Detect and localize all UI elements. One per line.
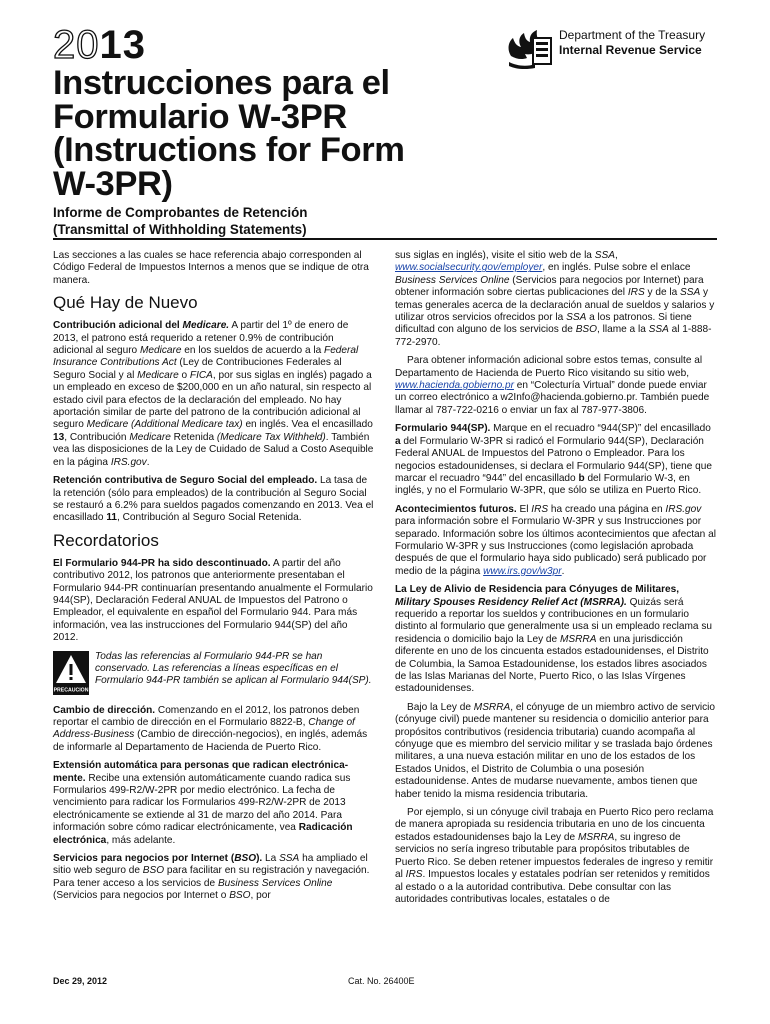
paragraph-hacienda: Para obtener información adicional sobre estos temas, consulte al Departamento de Hacienda de Puerto Rico visitando su sitio web, www.hacienda.gobierno.pr en “Colecturía Virtual” donde puede enviar un correo electrónico a w2Info@hacienda.gobierno.pr. También puede llamar al 787-722-0216 o enviar un fax al 787-977-3806. bbox=[395, 355, 710, 416]
paragraph-bso: Servicios para negocios por Internet (BSO). La SSA ha ampliado el sitio web seguro de BSO para facilitar en su registración y navegación. Para tener acceso a los servicios de Business Services Online (Servicios para negocios por Internet o BSO, por bbox=[53, 853, 370, 902]
tax-year-outline: 20 bbox=[53, 23, 100, 67]
link-hacienda[interactable]: www.hacienda.gobierno.pr bbox=[395, 380, 514, 392]
paragraph-944pr: El Formulario 944-PR ha sido descontinuado. A partir del año contributivo 2012, los patronos que anteriormente presentaban el Formulario 944-PR continuarían presentando anualmente el Formulario 944(SP), Declaración Federal ANUAL de Impuestos del Patrono o Empleador, el equivalente en español del Formulario 944. Para más información, vea las instrucciones del Formulario 944(SP) del año 2012. bbox=[53, 557, 373, 644]
agency-line-1: Department of the Treasury bbox=[559, 28, 706, 42]
caution-warning-icon bbox=[53, 651, 89, 695]
intro-paragraph: Las secciones a las cuales se hace referencia abajo corresponden al Código Federal de Impuestos Internos a menos que se indique de otra manera. bbox=[53, 250, 369, 286]
footer-catalog-number: Cat. No. 26400E bbox=[348, 976, 415, 986]
link-ssa-employer[interactable]: www.socialsecurity.gov/employer bbox=[395, 262, 543, 274]
header-divider bbox=[53, 238, 717, 240]
agency-block bbox=[505, 28, 705, 70]
agency-line-2: Internal Revenue Service bbox=[559, 43, 702, 57]
section-heading-whats-new: Qué Hay de Nuevo bbox=[53, 293, 198, 313]
tax-year-solid: 13 bbox=[99, 23, 146, 67]
irs-eagle-logo-icon bbox=[505, 28, 555, 70]
link-irs-w3pr[interactable]: www.irs.gov/w3pr bbox=[483, 565, 562, 577]
footer-date: Dec 29, 2012 bbox=[53, 976, 108, 986]
subtitle-line-1: Informe de Comprobantes de Retención bbox=[53, 205, 308, 220]
agency-text bbox=[559, 28, 705, 58]
paragraph-msrra: La Ley de Alivio de Residencia para Cónyuges de Militares, Military Spouses Residency Relief Act (MSRRA). Quizás será requerido a reportar los sueldos y contribuciones en un formulario distinto al formulario que generalmente usa si un empleado reclama su residencia o domicilio bajo la Ley de MSRRA en una jurisdicción diferente en uno de los cincuenta estados estadounidenses, el Distrito de Columbia, la Samoa Estadounidense, los estados libres asociados de las Islas Marianas del Norte, Puerto Rico, o las Islas Vírgenes estadounidenses. bbox=[395, 584, 713, 695]
paragraph-address-change: Cambio de dirección. Comenzando en el 2012, los patronos deben reportar el cambio de dirección en el Formulario 8822-B, Change of Address-Business (Cambio de dirección-negocios), en inglés, además de informarle al Departamento de Hacienda de Puerto Rico. bbox=[53, 704, 368, 753]
page-subtitle bbox=[53, 204, 307, 238]
paragraph-auto-extension: Extensión automática para personas que radican electrónica-mente. Recibe una extensión automáticamente cuando radica sus Formularios 499-R2/W-2PR por medio electrónico. La fecha de vencimiento para radicar los Formularios 499-R2/W-2PR de 2013 electrónicamente se extiende al 31 de marzo del año 2014. Para información sobre cómo radicar electrónicamente, vea Radicación electrónica, más adelante. bbox=[53, 760, 353, 846]
caution-box bbox=[53, 651, 375, 695]
paragraph-medicare: Contribución adicional del Medicare. A partir del 1º de enero de 2013, el patrono está requerido a retener 0.9% de contribución adicional al seguro Medicare en los sueldos de acuerdo a la Federal Insurance Contributions Act (Ley de Contribuciones Federales al Seguro Social y al Medicare o FICA, por sus siglas en inglés) pagado a un empleado en exceso de $200,000 en un año natural, sin respecto al estado civil para efectos de la declaración del empleado. No hay aportación similar de parte del patrono de la contribución adicional al seguro Medicare (Additional Medicare tax) en inglés. Vea el encasillado 13, Contribución Medicare Retenida (Medicare Tax Withheld). También vea las disposiciones de la Ley de Cuidado de Salud a Costo Asequible en la página IRS.gov. bbox=[53, 320, 374, 468]
paragraph-social-security: Retención contributiva de Seguro Social del empleado. La tasa de la retención (sólo para empleados) de la contribución al Seguro Social se restauró a 6.2% para sueldos pagados comenzando en 2013. Vea el encasillado 11, Contribución al Seguro Social Retenida. bbox=[53, 475, 374, 524]
subtitle-line-2: (Transmittal of Withholding Statements) bbox=[53, 222, 307, 237]
right-column bbox=[395, 250, 717, 912]
tax-year bbox=[53, 24, 146, 66]
section-heading-reminders: Recordatorios bbox=[53, 530, 159, 550]
paragraph-msrra-example: Por ejemplo, si un cónyuge civil trabaja en Puerto Rico pero reclama de manera apropiada su residencia tributaria en uno de los cincuenta estados estadounidenses bajo la Ley de MSRRA, su ingreso de servicios no sería ingreso tributable para propósitos tributables de Puerto Rico. Se deben retener impuestos federales de ingreso y remitir al IRS. Impuestos locales y estatales podrían ser retenidos y remitidos al estado o a la autoridad contributiva. Debe consultar con las autoridades contributivas locales, estatales o de bbox=[395, 807, 714, 905]
paragraph-944sp: Formulario 944(SP). Marque en el recuadro “944(SP)” del encasillado a del Formulario W-3PR si radicó el Formulario 944(SP), Declaración Federal ANUAL de Impuestos del Patrono o Empleador. Para los negocios estadounidenses, si declara el Formulario 944(SP), tiene que marcar el recuadro “944” del encasillado b del Formulario W-3, en inglés, y no el Formulario W-3PR, que sólo se utiliza en Puerto Rico. bbox=[395, 423, 713, 497]
paragraph-future-developments: Acontecimientos futuros. El IRS ha creado una página en IRS.gov para información sobre el Formulario W-3PR y sus Instrucciones por separado. Información sobre los últimos acontecimientos que afectan al Formulario W-3PR y sus Instrucciones (como legislación aprobada después de que el formulario haya sido publicado) será publicado por medio de la página www.irs.gov/w3pr. bbox=[395, 503, 716, 577]
caution-label: PRECAUCION bbox=[53, 687, 89, 694]
paragraph-bso-continued: sus siglas en inglés), visite el sitio web de la SSA, www.socialsecurity.gov/employer, en inglés. Pulse sobre el enlace Business Services Online (Servicios para negocios por Internet) para obtener información sobre ciertas publicaciones del IRS y de la SSA y temas generales acerca de la declaración anual de sueldos y salarios y utilizar otros servicios ofrecidos por la SSA a los patronos. Si tiene dificultad con alguno de los servicios de BSO, llame a la SSA al 1-888-772-2970. bbox=[395, 250, 715, 348]
caution-text: Todas las referencias al Formulario 944-PR se han conservado. Las referencias a líneas específicas en el Formulario 944-PR también se aplican al Formulario 944(SP). bbox=[95, 650, 372, 687]
paragraph-msrra-spouse: Bajo la Ley de MSRRA, el cónyuge de un miembro activo de servicio (cónyuge civil) puede mantener su residencia o domicilio anterior para propósitos contributivos (residencia tributaria) cuando acompaña al cónyuge que es miembro del servicio militar y se traslada bajo órdenes militares, a una nueva estación militar en uno de los estados de los Estados Unidos, el Distrito de Columbia o una posesión estadounidense. Antes de mudarse nuevamente, ambos tienen que haber tenido la misma residencia tributaria. bbox=[395, 701, 716, 800]
left-column bbox=[53, 250, 375, 909]
page-title: Instrucciones para el Formulario W-3PR (Instructions for Form W-3PR) bbox=[53, 64, 405, 203]
